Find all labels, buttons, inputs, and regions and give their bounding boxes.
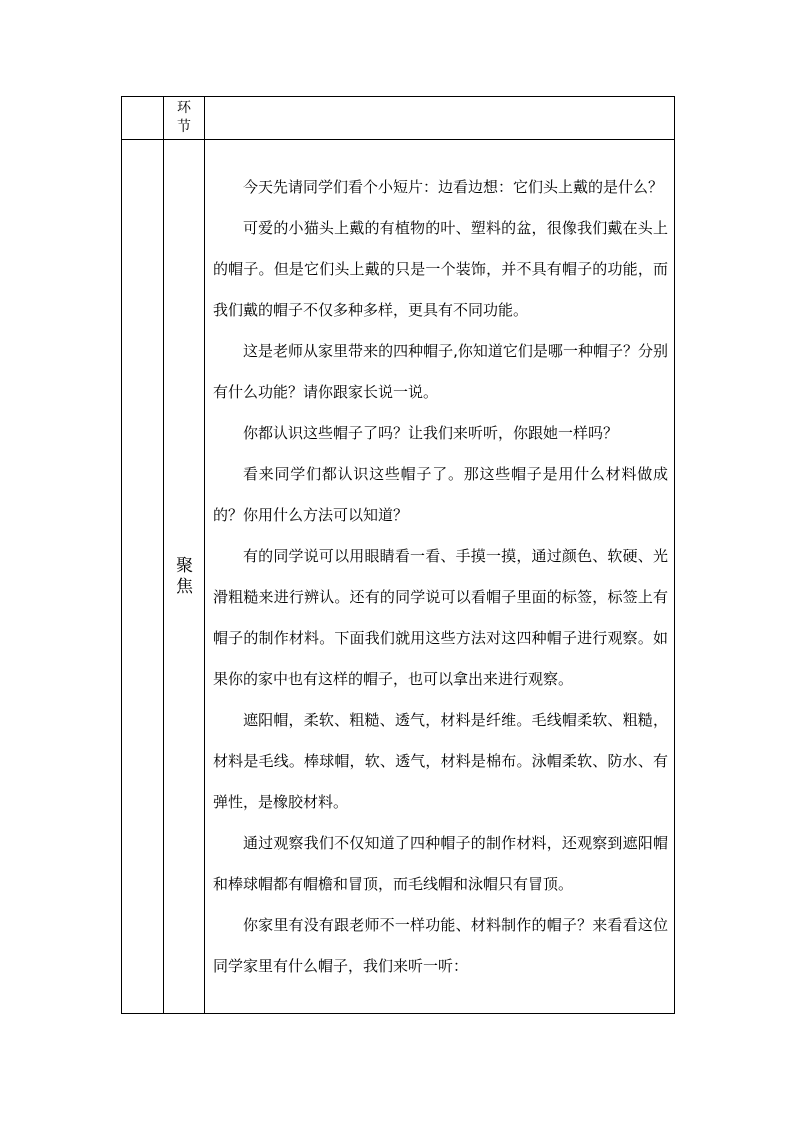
paragraph: 你家里有没有跟老师不一样功能、材料制作的帽子？来看看这位同学家里有什么帽子，我们来听一听： xyxy=(213,915,668,975)
row-content-cell xyxy=(205,140,675,1014)
paragraph: 今天先请同学们看个小短片：边看边想：它们头上戴的是什么？ xyxy=(243,177,664,196)
header-section-label: 环节 xyxy=(177,100,191,135)
paragraph: 可爱的小猫头上戴的有植物的叶、塑料的盆，很像我们戴在头上的帽子。但是它们头上戴的只是一个装饰，并不具有帽子的功能，而我们戴的帽子不仅多种多样，更具有不同功能。 xyxy=(213,218,668,319)
paragraph: 通过观察我们不仅知道了四种帽子的制作材料，还观察到遮阳帽和棒球帽都有帽檐和冒顶，而毛线帽和泳帽只有冒顶。 xyxy=(213,833,668,893)
paragraph: 有的同学说可以用眼睛看一看、手摸一摸，通过颜色、软硬、光滑粗糙来进行辨认。还有的同学说可以看帽子里面的标签，标签上有帽子的制作材料。下面我们就用这些方法对这四种帽子进行观察。如果你的家中也有这样的帽子，也可以拿出来进行观察。 xyxy=(213,546,668,688)
header-blank-cell xyxy=(122,97,164,140)
table-row xyxy=(122,140,675,1014)
paragraph: 看来同学们都认识这些帽子了。那这些帽子是用什么材料做成的？你用什么方法可以知道？ xyxy=(213,464,668,524)
paragraph: 遮阳帽，柔软、粗糙、透气，材料是纤维。毛线帽柔软、粗糙，材料是毛线。棒球帽，软、透气，材料是棉布。泳帽柔软、防水、有弹性，是橡胶材料。 xyxy=(213,710,668,811)
row-blank-cell xyxy=(122,140,164,1014)
lesson-plan-table xyxy=(121,96,675,1014)
row-section-cell xyxy=(164,140,205,1014)
row-section-label: 聚焦 xyxy=(176,555,193,597)
paragraph: 你都认识这些帽子了吗？让我们来听听，你跟她一样吗？ xyxy=(243,423,619,442)
header-content-cell xyxy=(205,97,675,140)
header-section-cell xyxy=(164,97,205,140)
paragraph: 这是老师从家里带来的四种帽子,你知道它们是哪一种帽子？分别有什么功能？请你跟家长说一说。 xyxy=(213,341,668,401)
table-header-row xyxy=(122,97,675,140)
content-text xyxy=(205,161,674,993)
